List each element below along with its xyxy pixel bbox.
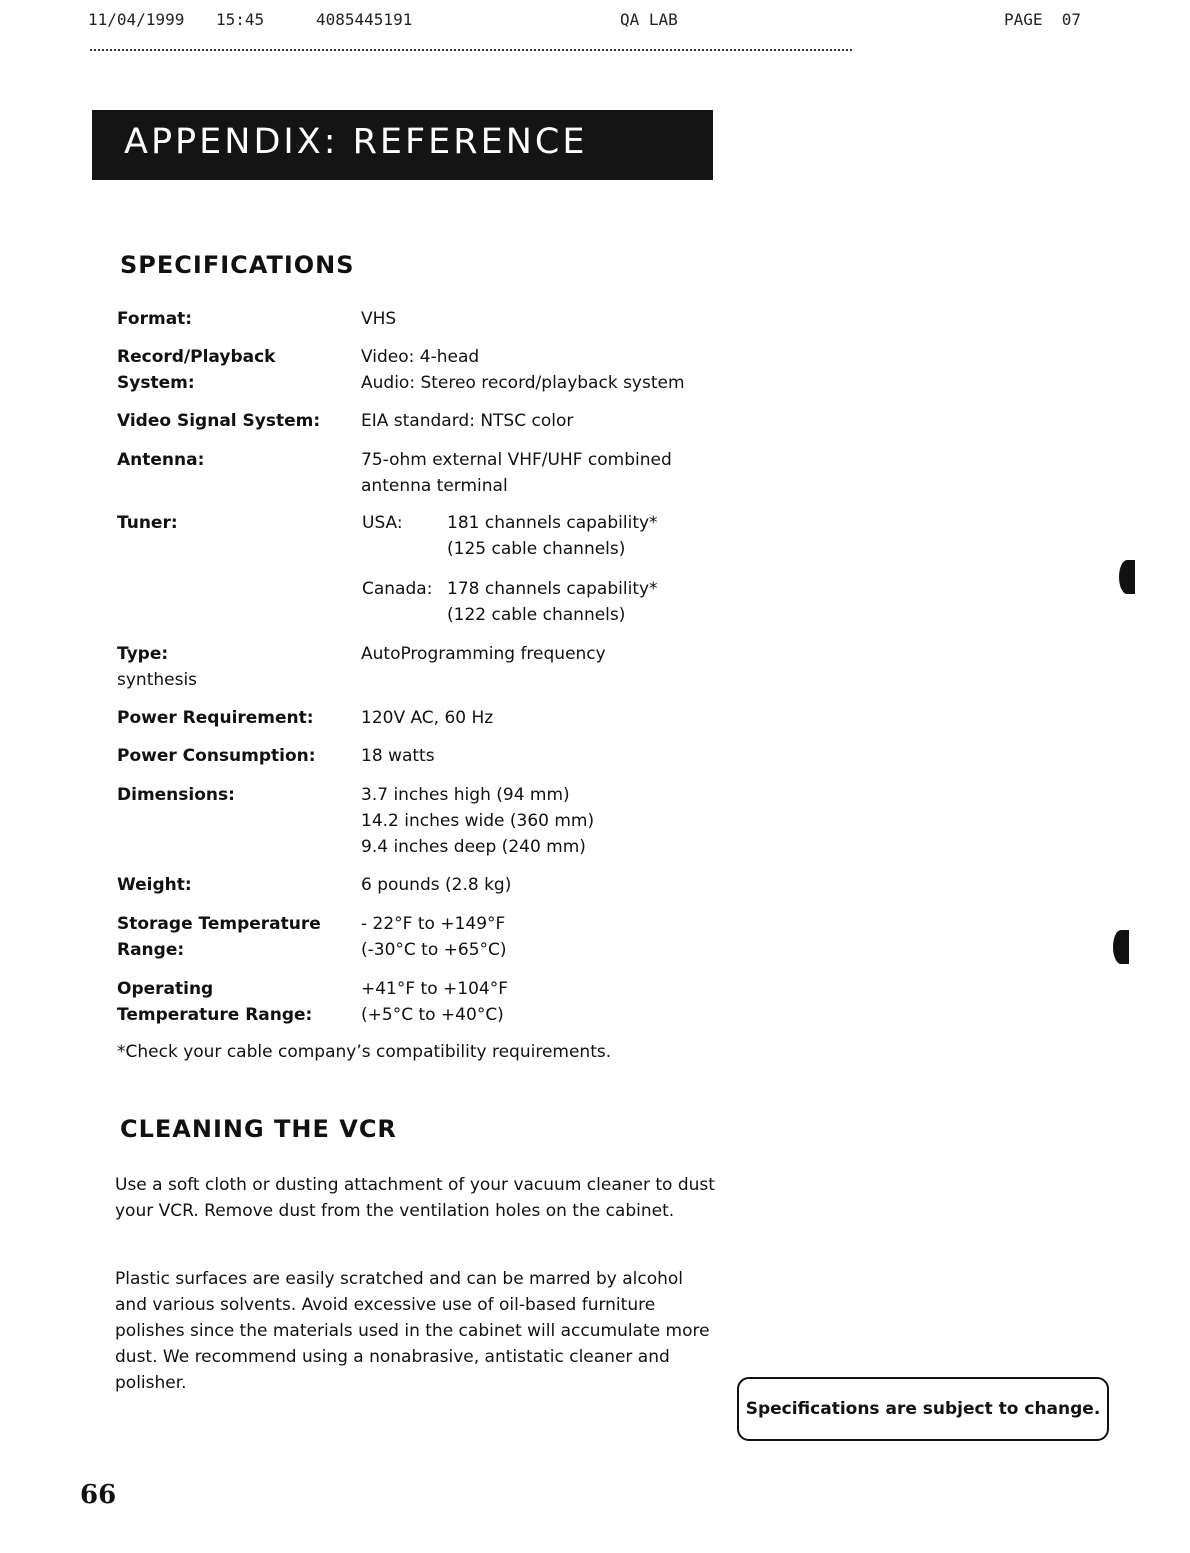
type-value: AutoProgramming frequency xyxy=(361,644,606,664)
fax-department: QA LAB xyxy=(620,10,678,29)
format-label: Format: xyxy=(117,309,193,329)
dimensions-width: 14.2 inches wide (360 mm) xyxy=(361,811,595,831)
video-signal-value: EIA standard: NTSC color xyxy=(361,411,574,431)
cleaning-title: CLEANING THE VCR xyxy=(120,1115,397,1143)
tuner-canada-cable: (122 cable channels) xyxy=(447,605,626,625)
operating-temp-label-1: Operating xyxy=(117,979,214,999)
cable-compatibility-footnote: *Check your cable company’s compatibility requirements. xyxy=(117,1042,612,1062)
tuner-label: Tuner: xyxy=(117,513,178,533)
specifications-notice-text: Specifications are subject to change. xyxy=(745,1399,1101,1419)
storage-temp-label-1: Storage Temperature xyxy=(117,914,321,934)
dimensions-label: Dimensions: xyxy=(117,785,235,805)
fax-header-rule xyxy=(90,49,852,51)
antenna-label: Antenna: xyxy=(117,450,205,470)
appendix-banner xyxy=(92,110,713,180)
cleaning-paragraph-2: Plastic surfaces are easily scratched and can be marred by alcohol and various solvents. Avoid excessive use of oil-based furniture polishes since the materials used in the cabinet will accumulate more dust. We recommend using a nonabrasive, antistatic cleaner and polisher. xyxy=(115,1269,710,1393)
record-playback-label-2: System: xyxy=(117,373,195,393)
power-consumption-value: 18 watts xyxy=(361,746,435,766)
record-playback-audio: Audio: Stereo record/playback system xyxy=(361,373,685,393)
antenna-value-1: 75-ohm external VHF/UHF combined xyxy=(361,450,672,470)
punch-hole-mark-lower xyxy=(1113,930,1129,964)
banner-title: APPENDIX: REFERENCE xyxy=(124,122,588,162)
dimensions-depth: 9.4 inches deep (240 mm) xyxy=(361,837,586,857)
dimensions-height: 3.7 inches high (94 mm) xyxy=(361,785,570,805)
power-requirement-label: Power Requirement: xyxy=(117,708,314,728)
power-consumption-label: Power Consumption: xyxy=(117,746,316,766)
fax-phone: 4085445191 xyxy=(316,10,413,29)
tuner-usa-cable: (125 cable channels) xyxy=(447,539,626,559)
video-signal-label: Video Signal System: xyxy=(117,411,321,431)
tuner-canada-region: Canada: xyxy=(362,579,433,599)
page-number: 66 xyxy=(80,1480,117,1510)
specifications-notice-box xyxy=(737,1377,1109,1441)
antenna-value-2: antenna terminal xyxy=(361,476,508,496)
storage-temp-fahrenheit: - 22°F to +149°F xyxy=(361,914,506,934)
tuner-usa-capability: 181 channels capability* xyxy=(447,513,658,533)
record-playback-label-1: Record/Playback xyxy=(117,347,276,367)
fax-header xyxy=(88,10,1108,32)
weight-label: Weight: xyxy=(117,875,192,895)
power-requirement-value: 120V AC, 60 Hz xyxy=(361,708,494,728)
storage-temp-label-2: Range: xyxy=(117,940,185,960)
format-value: VHS xyxy=(361,309,397,329)
operating-temp-label-2: Temperature Range: xyxy=(117,1005,313,1025)
fax-time: 15:45 xyxy=(216,10,265,29)
record-playback-video: Video: 4-head xyxy=(361,347,480,367)
tuner-canada-capability: 178 channels capability* xyxy=(447,579,658,599)
type-label-continued: synthesis xyxy=(117,670,198,690)
cleaning-paragraph-1: Use a soft cloth or dusting attachment of your vacuum cleaner to dust your VCR. Remove dust from the ventilation holes on the cabinet. xyxy=(115,1175,715,1221)
weight-value: 6 pounds (2.8 kg) xyxy=(361,875,512,895)
specifications-title: SPECIFICATIONS xyxy=(120,251,355,279)
type-label: Type: xyxy=(117,644,169,664)
operating-temp-fahrenheit: +41°F to +104°F xyxy=(361,979,508,999)
fax-date: 11/04/1999 xyxy=(88,10,185,29)
fax-page: PAGE 07 xyxy=(1004,10,1082,29)
tuner-usa-region: USA: xyxy=(362,513,403,533)
operating-temp-celsius: (+5°C to +40°C) xyxy=(361,1005,504,1025)
punch-hole-mark-upper xyxy=(1119,560,1135,594)
storage-temp-celsius: (-30°C to +65°C) xyxy=(361,940,507,960)
